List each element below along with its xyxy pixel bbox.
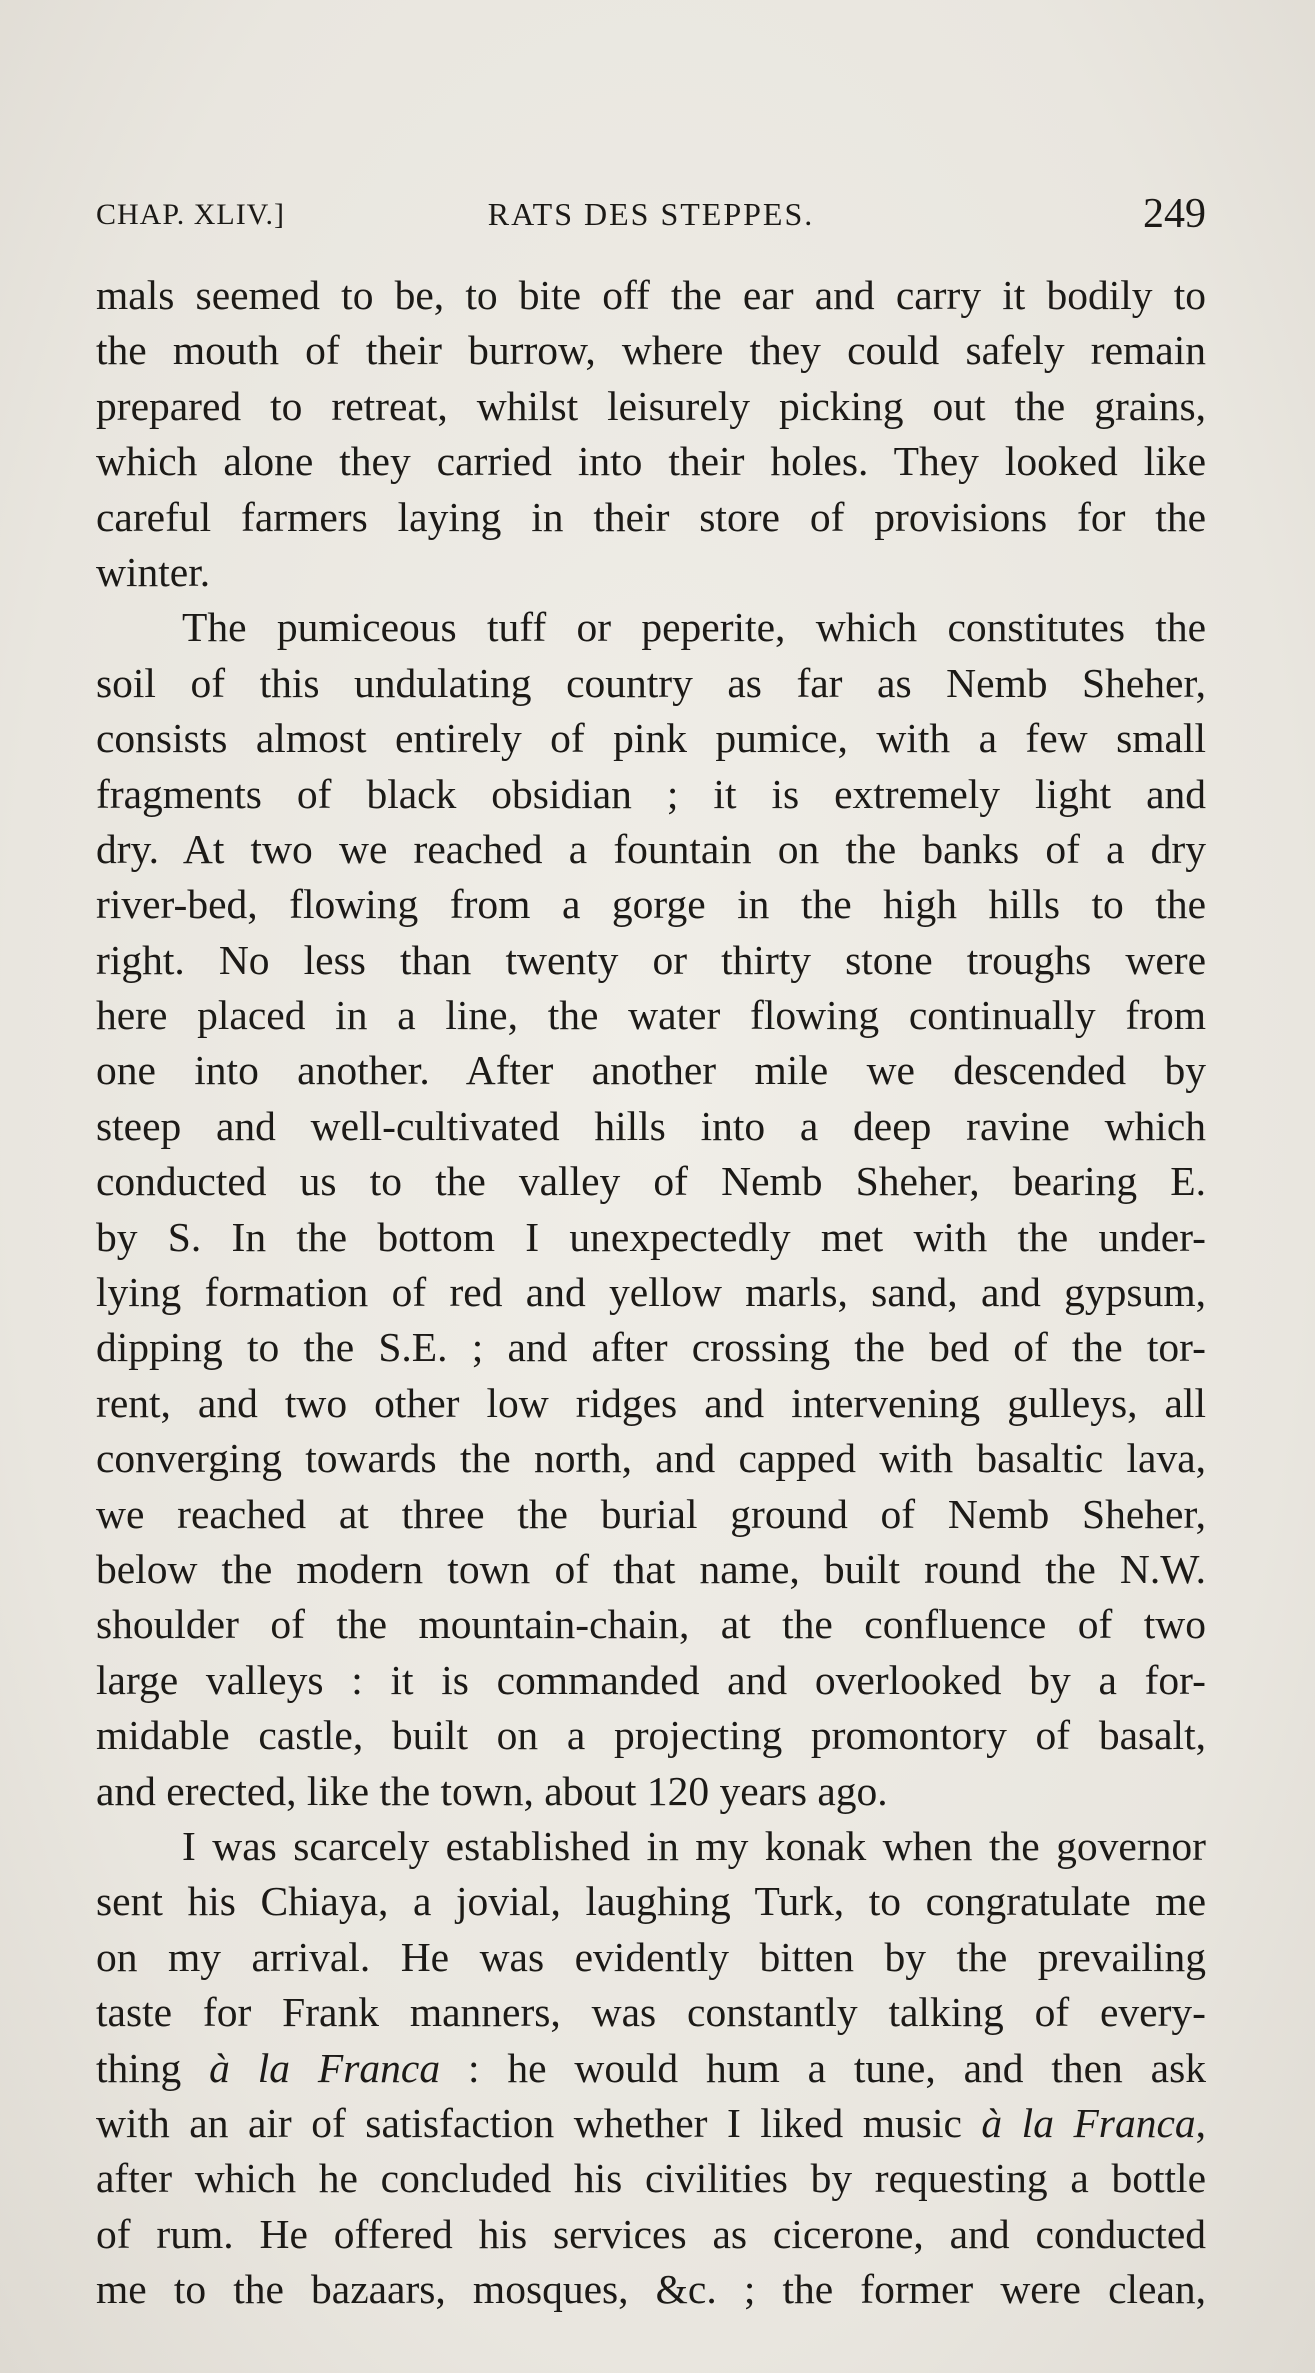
- text-line: prepared to retreat, whilst leisurely picking out the grains,: [96, 382, 1206, 429]
- text-line: conducted us to the valley of Nemb Sheher, bearing E.: [96, 1158, 1206, 1205]
- text-line: below the modern town of that name, built round the N.W.: [96, 1545, 1206, 1592]
- text-line: mals seemed to be, to bite off the ear and carry it bodily to: [96, 272, 1206, 318]
- text-line: winter.: [96, 548, 211, 595]
- body-text: [96, 268, 1206, 2317]
- text-line: on my arrival. He was evidently bitten by the prevailing: [96, 1933, 1206, 1980]
- running-header: [96, 186, 1206, 246]
- text-line: The pumiceous tuff or peperite, which constitutes the: [182, 604, 1206, 651]
- text-line: shoulder of the mountain-chain, at the confluence of two: [96, 1601, 1206, 1648]
- running-title: RATS DES STEPPES.: [487, 196, 815, 232]
- page-number: 249: [1143, 191, 1206, 237]
- text-line: lying formation of red and yellow marls, sand, and gypsum,: [96, 1269, 1206, 1316]
- text-line: converging towards the north, and capped with basaltic lava,: [96, 1435, 1206, 1482]
- text-line: here placed in a line, the water flowing continually from: [96, 992, 1206, 1039]
- text-line: sent his Chiaya, a jovial, laughing Turk, to congratulate me: [96, 1878, 1206, 1925]
- text-line: right. No less than twenty or thirty stone troughs were: [96, 936, 1206, 983]
- text-line: I was scarcely established in my konak when the governor: [182, 1822, 1206, 1869]
- text-line: thing à la Franca : he would hum a tune, and then ask: [96, 2044, 1206, 2091]
- text-line: one into another. After another mile we descended by: [96, 1047, 1206, 1094]
- text-line: me to the bazaars, mosques, &c. ; the former were clean,: [96, 2266, 1206, 2313]
- text-line: the mouth of their burrow, where they could safely remain: [96, 327, 1206, 374]
- text-line: which alone they carried into their holes. They looked like: [96, 438, 1206, 485]
- text-line: taste for Frank manners, was constantly talking of every-: [96, 1989, 1206, 2036]
- text-line: soil of this undulating country as far as Nemb Sheher,: [96, 659, 1206, 706]
- text-line: with an air of satisfaction whether I liked music à la Franca,: [96, 2099, 1206, 2146]
- text-line: after which he concluded his civilities by requesting a bottle: [96, 2155, 1206, 2202]
- text-line: dipping to the S.E. ; and after crossing the bed of the tor-: [96, 1324, 1206, 1371]
- text-line: fragments of black obsidian ; it is extremely light and: [96, 770, 1206, 817]
- text-line: of rum. He offered his services as cicerone, and conducted: [96, 2210, 1206, 2257]
- text-line: by S. In the bottom I unexpectedly met with the under-: [96, 1213, 1206, 1260]
- text-line: consists almost entirely of pink pumice, with a few small: [96, 715, 1206, 762]
- text-line: river-bed, flowing from a gorge in the high hills to the: [96, 881, 1206, 928]
- text-line: large valleys : it is commanded and overlooked by a for-: [96, 1656, 1206, 1703]
- text-line: we reached at three the burial ground of Nemb Sheher,: [96, 1490, 1206, 1537]
- text-line: rent, and two other low ridges and intervening gulleys, all: [96, 1379, 1206, 1426]
- text-line: and erected, like the town, about 120 years ago.: [96, 1767, 888, 1814]
- text-line: careful farmers laying in their store of provisions for the: [96, 493, 1206, 540]
- text-line: dry. At two we reached a fountain on the banks of a dry: [96, 825, 1206, 872]
- text-line: midable castle, built on a projecting promontory of basalt,: [96, 1712, 1206, 1759]
- chapter-marker: CHAP. XLIV.]: [96, 198, 285, 231]
- text-line: steep and well-cultivated hills into a deep ravine which: [96, 1102, 1206, 1149]
